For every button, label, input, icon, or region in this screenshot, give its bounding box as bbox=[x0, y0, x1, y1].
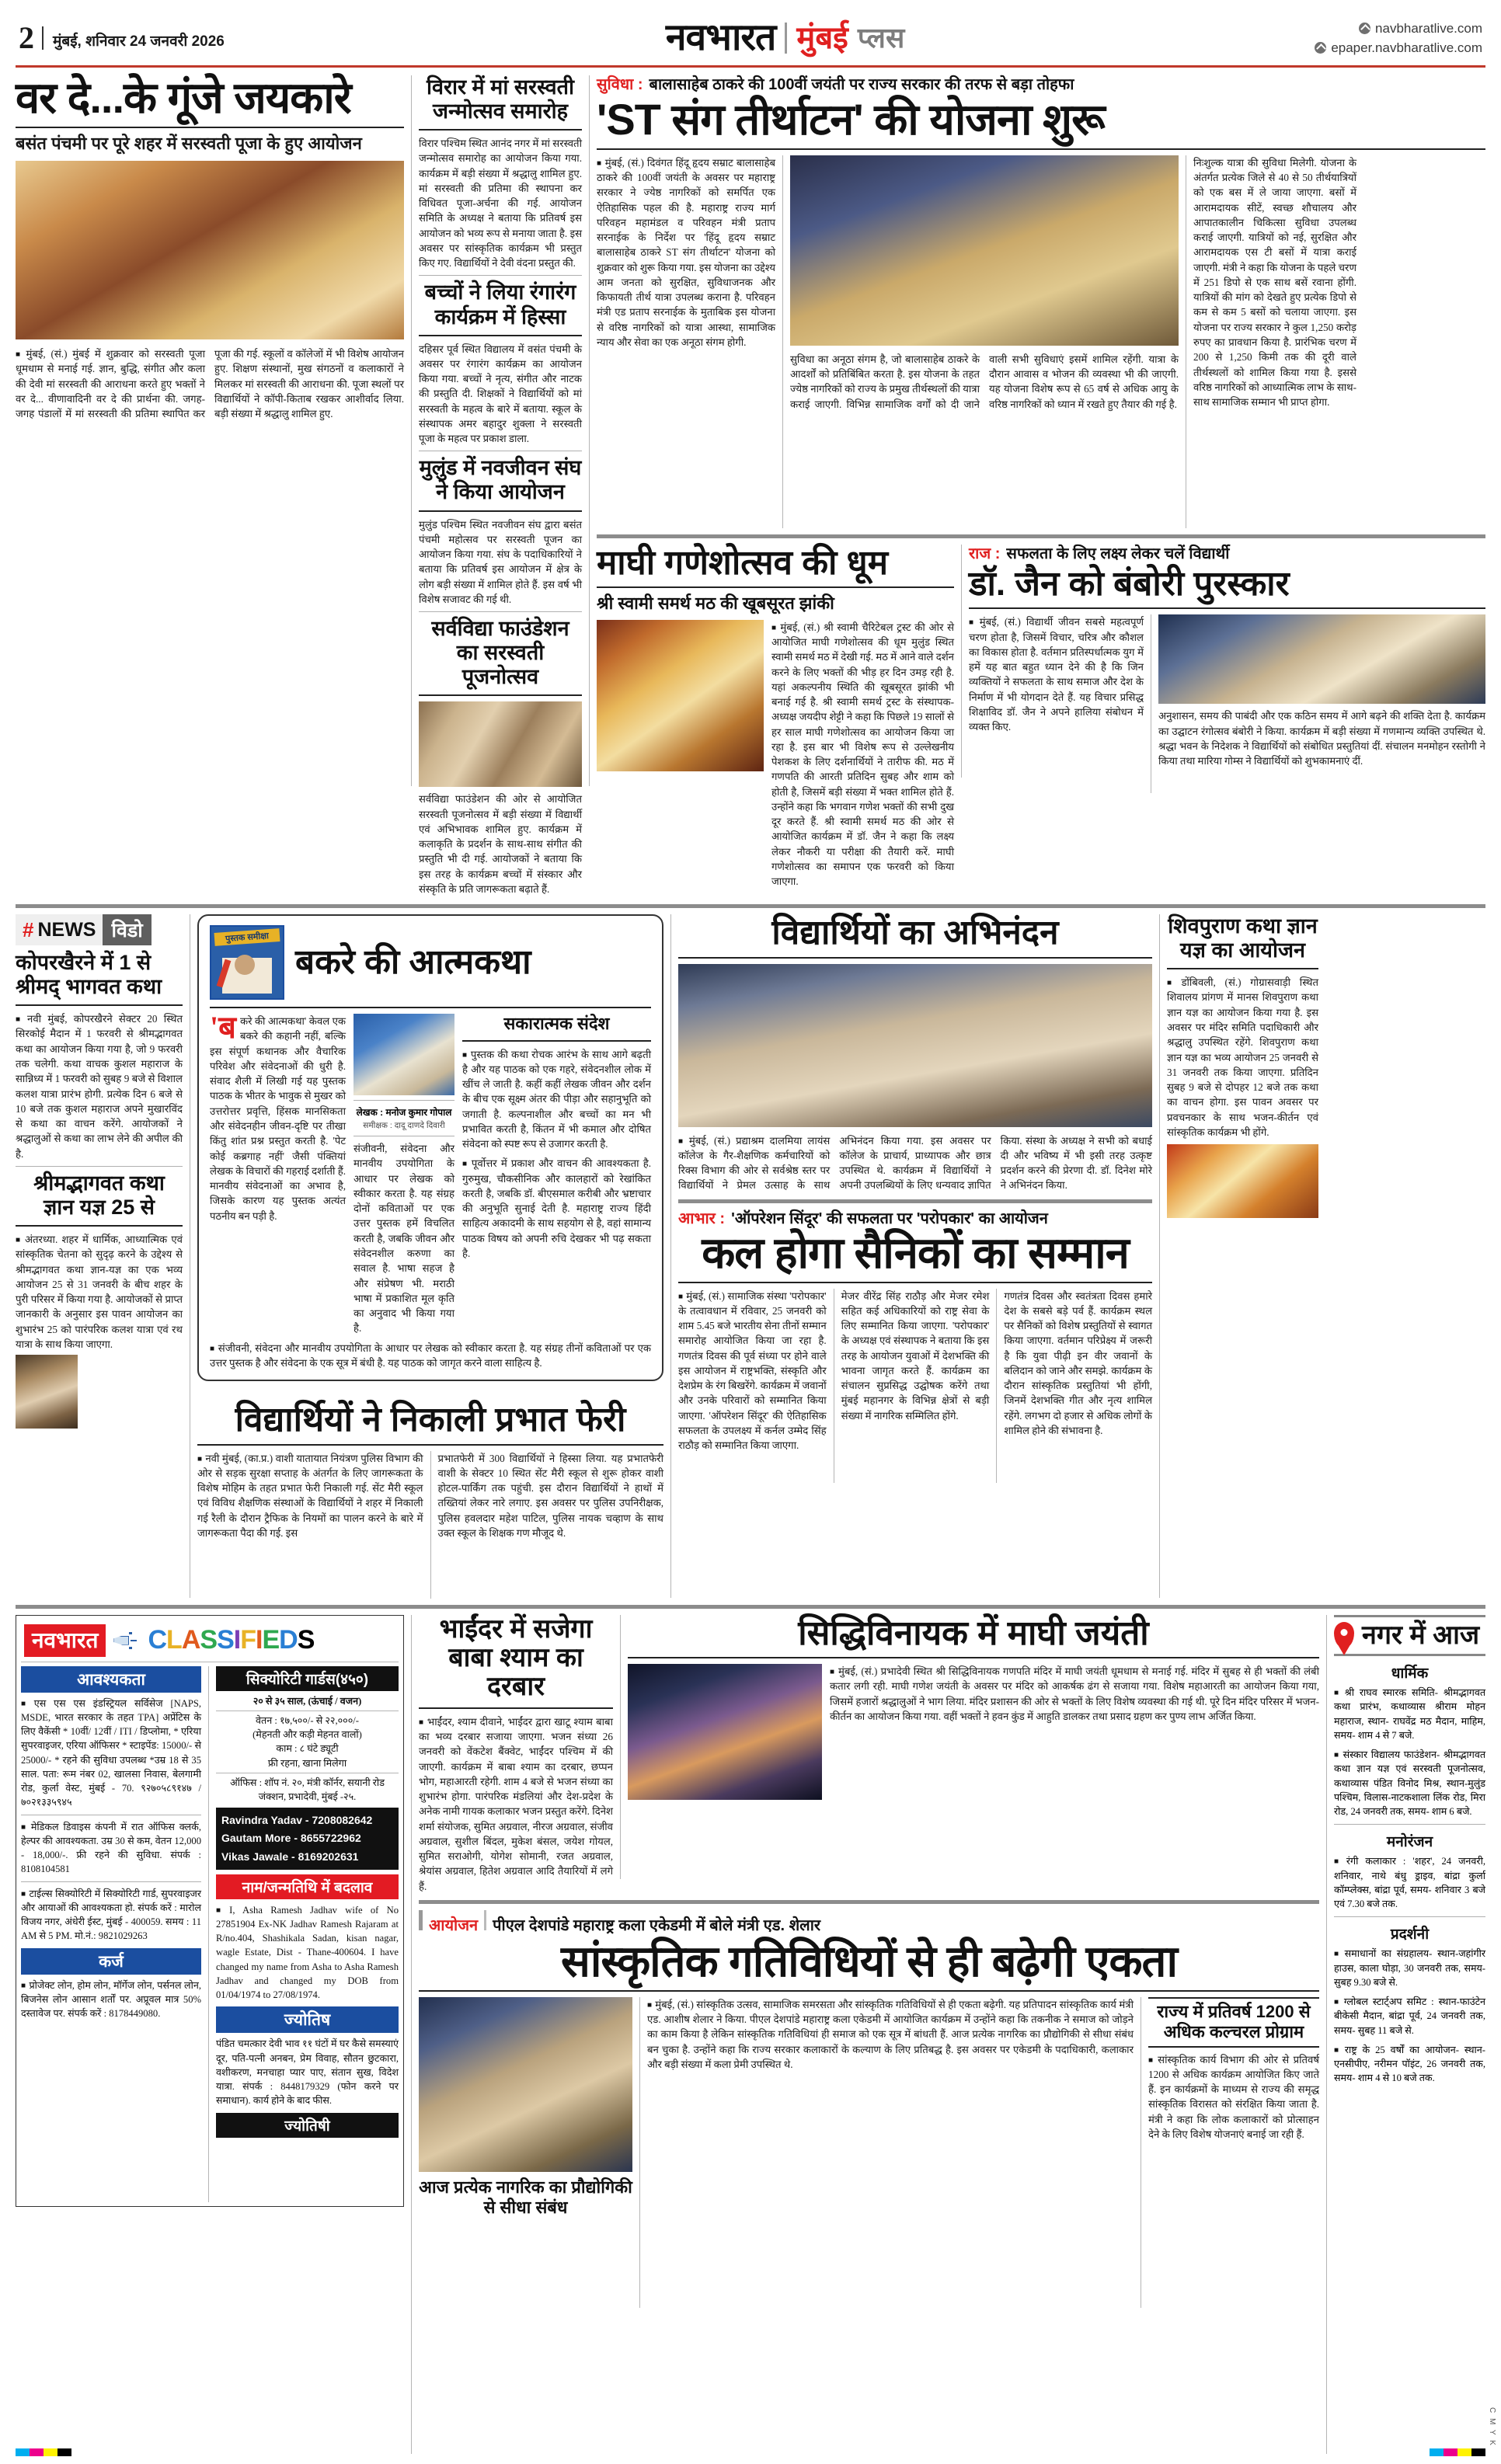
culture-box-headline: राज्य में प्रतिवर्ष 1200 से अधिक कल्चरल प्रोग्राम bbox=[1148, 1997, 1319, 2048]
award-story bbox=[969, 545, 1485, 889]
lead-center-col2 bbox=[790, 155, 1179, 528]
book-review-bullet-1: ■ पूर्वोत्तर में प्रकाश और वाचन की आवश्यकता है. गुरुमुख, चौकसीनिक और कालहारों को रेखांकित करती है, जबकि डॉ. बीएसमाल करीबी और भ्रष्टाचार की अनुभूति सुनाई देती है. महाराष्ट्र राज्य हिंदी साहित्य अकादमी के साथ सहयोग से है, वहां सामान्य पाठक विषय को अपनी रुचि देखकर भी पढ़ सकता है. bbox=[462, 1156, 651, 1261]
prabhat-pheri-body1: ■ नवी मुंबई, (का.प्र.) वाशी यातायात नियंत्रण पुलिस विभाग की ओर से सड़क सुरक्षा सप्ताह के अंतर्गत के लिए जागरूकता के विशेष मोहिम के तहत प्रभात फेरी निकाली गई. सेंट मैरी स्कूल एवं विविध शैक्षणिक संस्थाओं के विद्यार्थियों ने शहर में निकाली गई रैली के दौरान ट्रैफिक के नियमों का पालन करने के बारे में जागरूकता पैदा की गई. इस bbox=[197, 1451, 423, 1599]
nagar-item-1-0: ■ रंगी कलाकार : 'शहर', 24 जनवरी, शनिवार, नाथे बंधु ड्राइव, बांद्रा कुर्ला कॉम्प्लेक्स, बांद्रा पूर्व, समय- शनिवार 3 बजे एवं 7.30 बजे तक. bbox=[1334, 1854, 1485, 1911]
brand-name: नवभारत bbox=[665, 17, 776, 58]
col2-story-1-headline: बच्चों ने लिया रंगारंग कार्यक्रम में हिस्सा bbox=[424, 280, 576, 329]
bhayandar-siddhi-row bbox=[419, 1615, 1319, 1894]
nagar-me-aaj bbox=[1334, 1615, 1485, 2454]
culture-photo-col bbox=[419, 1997, 632, 2308]
kicker-sep-icon bbox=[484, 1910, 486, 1930]
book-review-head bbox=[210, 925, 651, 1000]
book-review-dropcap: 'ब bbox=[210, 1010, 236, 1046]
classifieds-col2-section4-title: ज्योतिषी bbox=[216, 2113, 399, 2138]
classifieds-phone-0: Ravindra Yadav - 7208082642 bbox=[221, 1814, 373, 1827]
book-review-bullet-2: ■ संजीवनी, संवेदना और मानवीय उपयोगिता के आधार पर लेखक को स्वीकार करता है. यह संग्रह तीनों कविताओं पर एक उत्तर पुस्तक है और संवेदना के एक सूत्र में बंधी है. यह पाठक को जागृत करने वाला साहित्य है. bbox=[210, 1341, 651, 1371]
news-label: NEWS bbox=[37, 918, 96, 941]
ganesh-story bbox=[597, 545, 954, 889]
lead-center-columns bbox=[597, 155, 1485, 528]
classifieds-col1-item-2: ■ टाईल्स सिक्योरिटी में सिक्योरिटी गार्ड, सुपरवाइजर और आयाओं की आवश्यकता हो. संपर्क करें : मारोल विजय नगर, अंधेरी ईस्ट, मुंबई - 400059. समय : 11 AM से 5 PM. मो.नं.: 9821029263 bbox=[21, 1887, 201, 1944]
classifieds-col1-item-0: ■ एस एस एस इंडस्ट्रियल सर्विसेज [NAPS, MSDE, भारत सरकार के तहत TPA] अप्रेंटिस के लिए वैकेंसी * 10वीं/ 12वीं / ITI / डिप्लोमा, * एरिया सुपरवाइजर, एरिया ऑफिसर * स्टाइपेंड: 15000/- से 25000/- * रहने की सुविधा उपलब्ध *उम्र 18 से 35 साल. पता: रूम नंबर 02, खालसा निवास, बेलगामी रोड, कुर्ला वेस्ट, मुंबई - 70. ९२७०५८९१४७ / ७०२१३३५९४५ bbox=[21, 1697, 201, 1810]
ganesh-photo bbox=[597, 620, 764, 771]
brand-logo[interactable] bbox=[666, 19, 904, 57]
col2-story-1-body: दहिसर पूर्व स्थित विद्यालय में वसंत पंचमी के अवसर पर रंगारंग कार्यक्रम का आयोजन किया गया. बच्चों ने नृत्य, संगीत और नाटक की प्रस्तुति दी. शिक्षकों ने विद्यार्थियों को मां सरस्वती के महत्व के बारे में बताया. स्कूल के संस्थापक अमर बहादुर शुक्ला ने सरस्वती पूजा के महत्व पर प्रकाश डाला. bbox=[419, 343, 582, 445]
book-review-col1 bbox=[210, 1010, 346, 1335]
book-review-subhead: सकारात्मक संदेश bbox=[503, 1014, 610, 1034]
lead-left-body: ■ मुंबई, (सं.) मुंबई में शुक्रवार को सरस्वती पूजा धूमधाम से मनाई गई. ज्ञान, बुद्धि, संगीत और कला की देवी मां सरस्वती की आराधना करते हुए भक्तों ने वर दे... वीणावादिनी वर दे की प्रार्थना की. जगह-जगह पंडालों में मां सरस्वती की प्रतिमा स्थापित कर पूजा की गई. स्कूलों व कॉलेजों में भी विशेष आयोजन हुए. शिक्षण संस्थानों, मुख संगठनों व कलाकारों ने मिलकर मां सरस्वती की आराधना की. पूजा स्थलों पर विद्यार्थियों ने कॉपी-किताब रखकर आशीर्वाद लिया. बड़ी संख्या में श्रद्धालु शामिल हुए. bbox=[16, 346, 404, 421]
dateline: मुंबई, शनिवार 24 जनवरी 2026 bbox=[53, 33, 225, 50]
award-col2 bbox=[1158, 614, 1485, 793]
students-honour-headline: विद्यार्थियों का अभिनंदन bbox=[771, 914, 1059, 952]
hash-icon: # bbox=[23, 918, 34, 942]
brand-edition-city: मुंबई bbox=[796, 21, 848, 55]
nagar-section-2-heading: प्रदर्शनी bbox=[1390, 1926, 1430, 1944]
classifieds-header bbox=[21, 1620, 399, 1662]
culture-headline: सांस्कृतिक गतिविधियों से ही बढ़ेगी एकता bbox=[561, 1936, 1177, 1985]
nagar-item-0-1: ■ संस्कार विद्यालय फाउंडेशन- श्रीमद्भागवत कथा ज्ञान यज्ञ एवं सरस्वती पूजनोत्सव, कथाव्यास पंडित विनोद मिश्र, स्थान-मुलुंड पश्चिम, विलास-नाटकशाला लिंक रोड, मिरा रोड, 24 जनवरी तक, समय- शाम 6 बजे. bbox=[1334, 1748, 1485, 1818]
lead-left-subhead: बसंत पंचमी पर पूरे शहर में सरस्वती पूजा के हुए आयोजन bbox=[16, 133, 362, 153]
culture-kicker-tag: आयोजन bbox=[429, 1916, 479, 1934]
lead-center-body2: सुविधा का अनूठा संगम है, जो बालासाहेब ठाकरे के आदर्शों को प्रतिबिंबित करता है. इस योजना के तहत ज्येष्ठ नागरिकों को राज्य के प्रमुख तीर्थस्थलों की यात्रा कराई जाएगी. विभिन्न सामाजिक वर्गों को दी जाने वाली सभी सुविधाएं इसमें शामिल रहेंगी. यात्रा के दौरान आवास व भोजन की व्यवस्था भी की जाएगी. यह योजना विशेष रूप से 65 वर्ष से अधिक आयु के वरिष्ठ नागरिकों को ध्यान में रखते हुए तैयार की गई है. bbox=[790, 353, 1179, 410]
location-pin-icon bbox=[1334, 1622, 1354, 1648]
book-reviewer: समीक्षक : दादू दाणदे दिवारी bbox=[363, 1121, 445, 1131]
classifieds-phone-list bbox=[216, 1808, 399, 1869]
masthead-rule bbox=[16, 65, 1485, 68]
prabhat-pheri-body bbox=[197, 1451, 663, 1599]
siddhivinayak-photo bbox=[628, 1664, 822, 1800]
lead-center-photo bbox=[790, 155, 1179, 346]
award-headline: डॉ. जैन को बंबोरी पुरस्कार bbox=[969, 564, 1290, 603]
nagar-item-2-0: ■ समाधानों का संग्रहालय- स्थान-जहांगीर हाउस, काला घोड़ा, 30 जनवरी तक, समय- सुबह 9.30 बजे से. bbox=[1334, 1947, 1485, 1989]
news-video-sub-content bbox=[16, 1232, 183, 1352]
website-epaper-row[interactable] bbox=[1315, 38, 1482, 58]
ganesh-subhead: श्री स्वामी समर्थ मठ की खूबसूरत झांकी bbox=[597, 593, 834, 614]
soldiers-body2: मेजर वीरेंद्र सिंह राठौड़ और मेजर रमेश सहित कई अधिकारियों को राष्ट्र सेवा के लिए सम्मानित किया जाएगा. 'परोपकार' के अध्यक्ष एवं संस्थापक ने बताया कि इस तरह के आयोजन युवाओं में देशभक्ति की भावना जागृत करते हैं. कार्यक्रम का संचालन सुप्रसिद्ध उद्घोषक करेंगे तथा मुंबई महानगर के विभिन्न क्षेत्रों से बड़ी संख्या में नागरिक सम्मिलित होंगे. bbox=[841, 1289, 990, 1422]
megaphone-icon bbox=[113, 1630, 140, 1651]
classifieds-col2 bbox=[216, 1666, 399, 2202]
color-registration-bar-left bbox=[16, 2448, 71, 2456]
classifieds-col1-item-1: ■ मेडिकल डिवाइस कंपनी में रात ऑफिस क्लर्क, हेल्पर की आवश्यकता. उम्र 30 से कम, वेतन 12,000 - 18,000/-. फ्री रहने की सुविधा. संपर्क : 8108104581 bbox=[21, 1820, 201, 1877]
award-body1: ■ मुंबई, (सं.) विद्यार्थी जीवन सबसे महत्वपूर्ण चरण होता है, जिसमें विचार, चरित्र और कौशल का विकास होता है. वर्तमान प्रतिस्पर्धात्मक युग में हमें यह बात बहुत ध्यान देने की है कि जिन व्यक्तियों ने सफलता के साथ समाज और देश के निर्माण में भी योगदान देते हैं. यह विचार प्रसिद्ध शिक्षाविद डॉ. जैन ने अपने हालिया संबोधन में व्यक्त किए. bbox=[969, 614, 1144, 734]
lead-center-headline: 'ST संग तीर्थाटन' की योजना शुरू bbox=[597, 95, 1105, 144]
masthead-left bbox=[19, 20, 225, 55]
classifieds-col2-section2-title: नाम/जन्मतिथि में बदलाव bbox=[216, 1874, 399, 1899]
soldiers-kicker-tag: आभार : bbox=[678, 1209, 726, 1227]
bhayandar-story bbox=[419, 1615, 613, 1894]
col2-story-3-photo bbox=[419, 701, 582, 787]
classifieds-col2-section2-body: ■ I, Asha Ramesh Jadhav wife of No 27851904 Ex-NK Jadhav Ramesh Rajaram at R/no.404, Shashikala Sadan, kisan nagar, wagle Estate, Dist - Thane-400604. I have changed my name from Asha to Asha Ramesh Jadhav and changed my DOB from 01/04/1974 to 27/08/1974. bbox=[216, 1903, 399, 2003]
ganesh-content bbox=[597, 620, 954, 889]
news-badge bbox=[16, 914, 103, 945]
students-honour-photo bbox=[678, 964, 1152, 1127]
culture-body: ■ मुंबई, (सं.) सांस्कृतिक उत्सव, सामाजिक समरसता और सांस्कृतिक गतिविधियों से ही एकता बढ़ेगी. यह प्रतिपादन सांस्कृतिक कार्य मंत्री एड. आशीष शेलार ने किया. पीएल देशपांडे महाराष्ट्र कला एकेडमी में आयोजित कार्यक्रम में उन्होंने कहा कि तकनीक ने समाज को जोड़ने का काम किया है लेकिन सांस्कृतिक गतिविधियां ही समाज को एक सूत्र में बांधती हैं. आज प्रत्येक नागरिक का प्रौद्योगिकी से सीधा संबंध बन चुका है. उन्होंने कहा कि राज्य सरकार कलाकारों के कल्याण के लिए प्रतिबद्ध है. इस अवसर पर एकेडमी के पदाधिकारी, कलाकार और बड़ी संख्या में कला प्रेमी उपस्थित थे. bbox=[647, 1997, 1134, 2308]
bottom-block bbox=[16, 1615, 1485, 2454]
shivpuran-photo bbox=[1167, 1144, 1318, 1218]
ganesh-headline: माघी गणेशोत्सव की धूम bbox=[597, 543, 889, 582]
brand-separator bbox=[785, 23, 787, 54]
classifieds-col2-line-0: वेतन : १७,५००/- से २२,०००/- bbox=[256, 1714, 359, 1726]
siddhivinayak-headline: सिद्धिविनायक में माघी जयंती bbox=[798, 1613, 1149, 1652]
award-photo bbox=[1158, 614, 1485, 704]
classifieds-col1-section2-title: कर्ज bbox=[21, 1948, 201, 1975]
col2-story-3-headline: सर्वविद्या फाउंडेशन का सरस्वती पूजनोत्सव bbox=[431, 617, 569, 689]
classifieds-col1 bbox=[21, 1666, 201, 2202]
book-review bbox=[197, 914, 663, 1599]
book-review-cover-col bbox=[353, 1014, 454, 1335]
soldiers-kicker-text: 'ऑपरेशन सिंदूर' की सफलता पर 'परोपकार' का आयोजन bbox=[731, 1209, 1048, 1227]
classifieds-col2-title: सिक्योरिटी गार्डस(४५०) bbox=[216, 1666, 399, 1691]
shivpuran-story bbox=[1167, 914, 1318, 1599]
news-video-subheadline: श्रीमद्भागवत कथा ज्ञान यज्ञ 25 से bbox=[33, 1171, 165, 1219]
news-video-column bbox=[16, 914, 183, 1599]
students-soldiers-column bbox=[678, 914, 1152, 1599]
soldiers-kicker bbox=[678, 1209, 1152, 1228]
culture-box-body: ■ सांस्कृतिक कार्य विभाग की ओर से प्रतिवर्ष 1200 से अधिक कार्यक्रम आयोजित किए जाते हैं. इन कार्यक्रमों के माध्यम से राज्य की समृद्ध सांस्कृतिक विरासत को संरक्षित किया जाता है. मंत्री ने कहा कि लोक कलाकारों को प्रोत्साहन देने के लिए विशेष योजनाएं बनाई जा रही हैं. bbox=[1148, 2052, 1319, 2142]
students-honour-body: ■ मुंबई, (सं.) प्रद्याश्रम दालमिया लायंस कॉलेज के गैर-शैक्षणिक कर्मचारियों को रिक्स विभाग की ओर से सर्वश्रेष्ठ स्तर पर विद्यार्थियों ने प्रेमल उत्साह के साथ अभिनंदन किया गया. इस अवसर पर कॉलेज के प्राचार्य, प्राध्यापक और छात्र उपस्थित थे. कार्यक्रम में विद्यार्थियों ने अपनी उपलब्धियों के लिए धन्यवाद ज्ञापित किया. संस्था के अध्यक्ष ने सभी को बधाई दी और भविष्य में भी इसी तरह उत्कृष्ट प्रदर्शन करने की प्रेरणा दी. डॉ. दिनेश मोरे ने अभिनंदन किया. bbox=[678, 1133, 1152, 1193]
video-label: विडो bbox=[103, 914, 151, 945]
classifieds-col2-line-1: (मेहनती और कड़ी मेहनत वालों) bbox=[252, 1729, 362, 1741]
classifieds-col2-section3-body: पंडित चमत्कार देवी भाव ११ घंटों में घर कैसे समस्याएं दूर, पति-पत्नी अनबन, प्रेम विवाह, सौतन छुटकारा, वशीकरण, मनचाहा प्यार पाए, संतान सुख, विदेश यात्रा. संपर्क : 8448179329 (फोन करने पर समाधान). कार्य होने के बाद फीस. bbox=[216, 2038, 399, 2107]
lead-left-headline: वर दे...के गूंजे जयकारे bbox=[16, 73, 351, 122]
col2-stories bbox=[419, 75, 582, 896]
lead-center-col3 bbox=[1193, 155, 1356, 528]
website-main: navbharatlive.com bbox=[1375, 20, 1482, 36]
lead-center-kicker bbox=[597, 75, 1485, 94]
news-video-subbody: ■ अंतरध्या. शहर में धार्मिक, आध्यात्मिक एवं सांस्कृतिक चेतना को सुदृढ़ करने के उद्देश्य से श्रीमद्भागवत कथा ज्ञान-यज्ञ का एक भव्य आयोजन 25 से 31 जनवरी के बीच शहर के पुरी परिसर में किया गया है. आयोजकों से प्राप्त जानकारी के अनुसार इस पावन आयोजन का शुभारंभ 25 को पारंपरिक कलश यात्रा एवं रथ यात्रा के साथ किया जाएगा. bbox=[16, 1232, 183, 1352]
news-video-headline: कोपरखैरने में 1 से श्रीमद् भागवत कथा bbox=[16, 951, 162, 999]
col2-story-2-body: मुलुंड पश्चिम स्थित नवजीवन संघ द्वारा बसंत पंचमी महोत्सव पर सरस्वती पूजन का आयोजन किया गया. संघ के पदाधिकारियों ने बताया कि प्रतिवर्ष इस आयोजन में क्षेत्र के लोग बड़ी संख्या में शामिल होते हैं. इस वर्ष भी विशेष सजावट की गई थी. bbox=[419, 518, 582, 605]
top-block bbox=[16, 75, 1485, 896]
prabhat-pheri-body2: प्रभातफेरी में 300 विद्यार्थियों ने हिस्सा लिया. यह प्रभातफेरी वाशी के सेक्टर 10 स्थित सेंट मैरी स्कूल से शुरू होकर वाशी होटल-पार्किंग तक पहुंची. इस दौरान विद्यार्थियों ने हाथों में तख्तियां लेकर नारे लगाए. इस अवसर पर पुलिस उपनिरीक्षक, पुलिस हवलदार महेश पाटिल, पुलिस नायक चव्हाण के साथ उक्त स्कूल के शिक्षक गण मौजूद थे. bbox=[437, 1452, 663, 1539]
classifieds-word: CLASSIFIEDS bbox=[148, 1625, 315, 1655]
soldiers-body bbox=[678, 1289, 1152, 1483]
globe-icon bbox=[1315, 42, 1326, 54]
classifieds-col2-line-2: काम : ८ घंटे ड्यूटी bbox=[276, 1743, 339, 1755]
shivpuran-lead: ■ डोंबिवली, (सं.) गोग्रासवाड़ी स्थित शिवालय प्रांगण में मानस शिवपुराण कथा ज्ञान यज्ञ का आयोजन किया गया है. इस अवसर पर मंदिर समिति पदाधिकारी और श्रद्धालु उपस्थित रहेंगे. शिवपुराण कथा ज्ञान यज्ञ का भव्य आयोजन 25 जनवरी से 31 जनवरी तक किया जाएगा. प्रतिदिन सुबह 9 बजे से दोपहर 12 बजे तक कथा का वाचन होगा. इस पावन अवसर पर प्रवचनकार के साथ भजन-कीर्तन एवं सांस्कृतिक कार्यक्रम भी होंगे. bbox=[1167, 975, 1318, 1140]
classifieds bbox=[16, 1615, 404, 2454]
book-review-body1-text: करे की आत्मकथा' केवल एक बकरे की कहानी नहीं, बल्कि इस संपूर्ण कथानक और वैचारिक परिवेश और संवेदनाओं की धुरी है. संवाद शैली में लिखी गई यह पुस्तक पाठक के भीतर के भावुक से मुखर को उत्तरोत्तर प्रवृत्ति, हिंसक मानसिकता और संवेदनहीन जीवन-दृष्टि पर तीखा किंतु शांत प्रश्न प्रस्तुत करती है. 'पेट कोई कब्रगाह नहीं' जैसी पंक्तियां लेखक के विचारों की गहराई दर्शाती हैं. मानवीय संवेदनाओं का अभाव है, जिसके कारण यह पुस्तक अत्यंत पठनीय बन पड़ी है. bbox=[210, 1015, 346, 1222]
page-number: 2 bbox=[19, 20, 34, 55]
lead-center-body1: ■ मुंबई, (सं.) दिवंगत हिंदू हृदय सम्राट बालासाहेब ठाकरे की 100वीं जयंती के अवसर पर महाराष्ट्र सरकार ने ज्येष्ठ नागरिकों को समर्पित एक ऐतिहासिक पहल की है. महाराष्ट्र राज्य मार्ग परिवहन महामंडल व परिवहन मंत्री प्रताप सरनाईक के निर्देश पर 'हिंदू हृदय सम्राट बालासाहेब ठाकरे ST संग तीर्थाटन' योजना को शुक्रवार को शुरू किया गया. इस योजना का उद्देश्य आम जनता को सुरक्षित, सुविधाजनक और किफायती तीर्थ यात्रा उपलब्ध कराना है. परिवहन मंत्री एड प्रताप सरनाईक के मुताबिक इस योजना से वरिष्ठ नागरिकों को यात्रा आस्था, सामाजिक न्याय और सेवा का एक अनूठा संगम होगी. bbox=[597, 155, 775, 350]
classifieds-phone-2: Vikas Jawale - 8169202631 bbox=[221, 1850, 359, 1863]
brand-edition-plus: प्लस bbox=[857, 22, 905, 54]
culture-caption: आज प्रत्येक नागरिक का प्रौद्योगिकी से सीधा संबंध bbox=[419, 2177, 632, 2218]
col2-story-0-headline: विरार में मां सरस्वती जन्मोत्सव समारोह bbox=[426, 75, 575, 124]
classifieds-col1-section2-body: ■ प्रोजेक्ट लोन, होम लोन, मॉर्गेज लोन, पर्सनल लोन, बिजनेस लोन आसान शर्तों पर. अप्रूवल मात्र 50% दस्तावेज पर. संपर्क करें : 8178449080. bbox=[21, 1979, 201, 2021]
col2-story-2-headline: मुलुंड में नवजीवन संघ ने किया आयोजन bbox=[419, 456, 582, 504]
siddhivinayak-story bbox=[628, 1615, 1319, 1894]
book-review-badge-text: पुस्तक समीक्षा bbox=[214, 928, 280, 946]
classifieds-brand: नवभारत bbox=[24, 1624, 106, 1657]
website-epaper: epaper.navbharatlive.com bbox=[1331, 40, 1482, 55]
award-kicker-tag: राज : bbox=[969, 545, 1001, 562]
siddhivinayak-body: ■ मुंबई, (सं.) प्रभादेवी स्थित श्री सिद्धिविनायक गणपति मंदिर में माघी जयंती धूमधाम से मनाई गई. मंदिर में सुबह से ही भक्तों की लंबी कतार लगी रही. माघी गणेश जयंती के अवसर पर मंदिर को आकर्षक ढंग से सजाया गया. विशेष महाआरती का आयोजन किया गया, जिसमें हजारों श्रद्धालुओं ने भाग लिया. मंदिर प्रशासन की ओर से भक्तों के लिए विशेष व्यवस्था की गई थी. पूरे दिन मंदिर परिसर में भजन-कीर्तन का आयोजन किया गया. वहीं भक्तों ने हवन कुंड में आहुति डालकर तथा प्रसाद ग्रहण कर पुण्य लाभ अर्जित किया. bbox=[830, 1664, 1319, 1800]
middle-block bbox=[16, 914, 1485, 1599]
classifieds-col2-line-4: ऑफिस : शॉप नं. २०, मंत्री कॉर्नर, सयानी रोड जंक्शन, प्रभादेवी, मुंबई -२५. bbox=[230, 1777, 385, 1803]
nagar-title: नगर में आज bbox=[1362, 1620, 1480, 1650]
book-cover-photo bbox=[353, 1014, 454, 1095]
lead-center-col1 bbox=[597, 155, 775, 528]
cmyk-label: C M Y K bbox=[1488, 2407, 1496, 2447]
culture-kicker bbox=[419, 1910, 1319, 1935]
book-review-body2: संजीवनी, संवेदना और मानवीय उपयोगिता के आधार पर लेखक को स्वीकार करता है. यह संग्रह दोनों कविताओं पर एक उत्तर पुस्तक हमें विचलित करती है, जबकि जीवन और संवेदनशील करुणा का सवाल है. भाषा सहज है और संप्रेषण भी. मराठी भाषा में प्रकाशित मूल कृति का अनुवाद भी किया गया है. bbox=[353, 1143, 454, 1335]
news-video-portrait bbox=[16, 1355, 78, 1429]
culture-box bbox=[1148, 1997, 1319, 2308]
kicker-bar-icon bbox=[419, 1910, 423, 1930]
globe-icon bbox=[1359, 23, 1370, 34]
lead-center-kicker-text: बालासाहेब ठाकरे की 100वीं जयंती पर राज्य सरकार की तरफ से बड़ा तोहफा bbox=[649, 76, 1074, 93]
shivpuran-headline: शिवपुराण कथा ज्ञान यज्ञ का आयोजन bbox=[1168, 914, 1318, 962]
nagar-item-2-1: ■ ग्लोबल स्टार्ट्अप समिट : स्थान-फाउंटेन बीकेसी मैदान, बांद्रा पूर्व, 24 जनवरी तक, समय- सुबह 11 बजे से. bbox=[1334, 1995, 1485, 2038]
masthead bbox=[16, 14, 1485, 62]
book-review-col3 bbox=[462, 1014, 651, 1335]
classifieds-col2-sub: २० से ३५ साल, (ऊंचाई / वजन) bbox=[252, 1695, 362, 1707]
award-content bbox=[969, 614, 1485, 793]
nagar-header bbox=[1334, 1615, 1485, 1656]
classifieds-columns bbox=[21, 1666, 399, 2202]
col2-story-3-body: सर्वविद्या फाउंडेशन की ओर से आयोजित सरस्वती पूजनोत्सव में बड़ी संख्या में विद्यार्थी एवं अभिभावक शामिल हुए. कार्यक्रम में कलाकृति के प्रदर्शन के साथ-साथ संगीत की प्रस्तुति भी दी गई. आयोजकों ने बताया कि इस तरह के कार्यक्रम बच्चों में संस्कार और संस्कृति के प्रति जागरूकता बढ़ाते हैं. bbox=[419, 793, 582, 895]
lead-center-block bbox=[597, 75, 1485, 896]
lead-left-story bbox=[16, 75, 404, 896]
book-review-body1 bbox=[210, 1010, 346, 1223]
culture-story bbox=[419, 1910, 1319, 2308]
classifieds-box bbox=[16, 1615, 404, 2207]
book-review-footer-row bbox=[210, 1341, 651, 1371]
soldiers-body3: गणतंत्र दिवस और स्वतंत्रता दिवस हमारे देश के सबसे बड़े पर्व हैं. कार्यक्रम स्थल पर सैनिकों को विशेष प्रस्तुतियों से स्वागत किया जाएगा. वर्तमान परिप्रेक्ष्य में जरूरी है कि युवा पीढ़ी इन वीर जवानों के बलिदान को जाने और समझे. कार्यक्रम के दौरान सांस्कृतिक प्रस्तुतियां भी होंगी, जिनमें देशभक्ति गीत और नृत्य शामिल रहेंगे. लगभग दो हजार से अधिक लोगों के शामिल होने की संभावना है. bbox=[1004, 1289, 1153, 1436]
award-body2: अनुशासन, समय की पाबंदी और एक कठिन समय में आगे बढ़ने की शक्ति देता है. कार्यक्रम का उद्घाटन रंगोत्सव बंबोरी ने किया. कार्यक्रम में बड़ी संख्या में गणमान्य व्यक्ति उपस्थित थे. श्रद्धा भवन के निदेशक ने विद्यार्थियों को संबोधित प्रस्तुतियां दीं. संचालन मनमोहन रस्तोगी ने किया तथा मारिया गोम्स ने विद्यार्थियों को शुभकामनाएं दीं. bbox=[1158, 710, 1485, 767]
bhayandar-headline: भाईंदर में सजेगा बाबा श्याम का दरबार bbox=[439, 1613, 593, 1702]
book-review-headline: बकरे की आत्मकथा bbox=[295, 943, 531, 982]
culture-photo bbox=[419, 1997, 632, 2172]
book-review-bullet-0: ■ पुस्तक की कथा रोचक आरंभ के साथ आगे बढ़ती है और यह पाठक को एक गहरे, संवेदनशील लोक में खींच ले जाती है. कहीं कहीं लेखक जीवन और दर्शन के बीच एक सूक्ष्म अंतर की पीड़ा और सहानुभूति को जगाती है. कल्पनाशील और बच्चों का मन भी प्रभावित करती है, किंतन में भी कमाल और दोषित संवेदना को स्पष्ट रूप से उजागर करती है. bbox=[462, 1047, 651, 1152]
book-review-body-row bbox=[210, 1010, 652, 1335]
nagar-item-2-2: ■ राष्ट्र के 25 वर्षों का आयोजन- स्थान-एनसीपीए, नरीमन पॉइंट, 26 जनवरी तक, समय- शाम 4 से 10 बजे तक. bbox=[1334, 2043, 1485, 2086]
col2-story-0-body: विरार पश्चिम स्थित आनंद नगर में मां सरस्वती जन्मोत्सव समारोह का आयोजन किया गया. कार्यक्रम में बड़ी संख्या में श्रद्धालु शामिल हुए. मां सरस्वती की प्रतिमा की स्थापना कर विधिवत पूजा-अर्चना की गई. आयोजन समिति के अध्यक्ष ने बताया कि प्रतिवर्ष इस आयोजन को भव्य रूप से मनाया जाता है. इस अवसर पर सांस्कृतिक कार्यक्रम भी प्रस्तुत किए गए. विद्यार्थियों ने देवी वंदना प्रस्तुत की. bbox=[419, 137, 582, 270]
award-col1 bbox=[969, 614, 1144, 793]
news-video-body: ■ नवी मुंबई, कोपरखैरने सेक्टर 20 स्थित सिरकोई मैदान में 1 फरवरी से श्रीमद्भागवत कथा का आयोजन किया गया है, जो 9 फरवरी तक चलेगी. कथा वाचक कुशल महाराज के सान्निध्य में 1 फरवरी को सुबह 9 बजे से विशाल कलश यात्रा प्रारंभ होगी. प्रत्येक दिन 6 बजे से 10 बजे तक कुशल महाराज अपने मुखारविंद से कथा का वाचन करेंगे. आयोजकों ने श्रद्धालुओं से कथा का लाभ लेने की अपील की है. bbox=[16, 1011, 183, 1161]
classifieds-col2-line-3: फ्री रहना, खाना मिलेगा bbox=[267, 1757, 347, 1769]
website-main-row[interactable] bbox=[1315, 19, 1482, 39]
culture-content bbox=[419, 1997, 1319, 2308]
book-author: लेखक : मनोज कुमार गोपाल bbox=[356, 1107, 452, 1119]
award-kicker-text: सफलता के लिए लक्ष्य लेकर चलें विद्यार्थी bbox=[1006, 545, 1230, 562]
second-row bbox=[597, 545, 1485, 889]
award-kicker bbox=[969, 545, 1485, 563]
lead-left-photo bbox=[16, 161, 404, 339]
prabhat-pheri-headline: विद्यार्थियों ने निकाली प्रभात फेरी bbox=[235, 1401, 626, 1439]
lead-center-body3: निःशुल्क यात्रा की सुविधा मिलेगी. योजना के अंतर्गत प्रत्येक जिले से 40 से 50 तीर्थयात्रियों को एक बस में ले जाया जाएगा. बसों में आरामदायक सीटें, स्वच्छ शौचालय और आपातकालीन चिकित्सा सुविधा उपलब्ध कराई जाएगी. यात्रियों को नई, सुरक्षित और आरामदायक एस टी बसों में यात्रा कराई जाएगी. मंत्री ने कहा कि योजना के पहले चरण में 251 डिपो से एक साथ बसें रवाना होंगी. यात्रियों की मांग को देखते हुए प्रत्येक डिपो से कम से कम 5 बसों को चलाया जाएगा. इस योजना पर राज्य सरकार ने कुल 1,250 करोड़ रुपए का प्रावधान किया है. प्रारंभिक चरण में 200 से 1,250 किमी तक की दूरी वाले तीर्थस्थलों को शामिल किया गया है. इससे वरिष्ठ नागरिकों को आध्यात्मिक लाभ के साथ-साथ सामाजिक सम्मान भी प्राप्त होगा. bbox=[1193, 156, 1356, 409]
ganesh-body: ■ मुंबई, (सं.) श्री स्वामी चैरिटेबल ट्रस्ट की ओर से आयोजित माघी गणेशोत्सव की धूम मुलुंड स्थित स्वामी समर्थ मठ में देखी गई. मठ में आने वाले दर्शन करने के लिए भक्तों की भीड़ हर दिन उमड़ रही है. यहां अकल्पनीय स्थिति की खूबसूरत झांकी भी बनाई गई है. श्री स्वामी समर्थ ट्रस्ट के संस्थापक-अध्यक्ष जयदीप शेट्टी ने कहा कि पिछले 19 सालों से हर साल माघी गणेशोत्सव का आयोजन किया जा रहा है. इस बार भी विशेष रूप से उल्लेखनीय पेशकश के लिए दर्शनार्थियों ने तारीफ की. मठ में गणपति की आरती प्रतिदिन सुबह और शाम को होती है, जिसमें बड़ी संख्या में भक्त शामिल होते हैं. उन्होंने कहा कि भगवान गणेश भक्तों की सभी दुख दूर करते हैं. श्री स्वामी समर्थ मठ की ओर से आयोजित कार्यक्रम में डॉ. जैन ने कहा कि लक्ष्य लेकर नौकरी या परीक्षा की तैयारी करें. माघी गणेशोत्सव का समापन एक फरवरी को किया जाएगा. bbox=[771, 620, 954, 889]
color-registration-bar-right bbox=[1430, 2448, 1485, 2456]
soldiers-headline: कल होगा सैनिकों का सम्मान bbox=[702, 1227, 1129, 1277]
book-review-badge-icon bbox=[210, 925, 284, 1000]
bottom-center bbox=[419, 1615, 1319, 2454]
classifieds-col1-title: आवश्यकता bbox=[21, 1666, 201, 1693]
prabhat-pheri-story bbox=[197, 1401, 663, 1599]
nagar-section-0-heading: धार्मिक bbox=[1391, 1665, 1429, 1683]
lead-center-kicker-tag: सुविधा : bbox=[597, 76, 643, 93]
shivpuran-top bbox=[1167, 975, 1318, 1140]
culture-kicker-text: पीएल देशपांडे महाराष्ट्र कला एकेडमी में बोले मंत्री एड. शेलार bbox=[493, 1916, 821, 1934]
nagar-item-0-0: ■ श्री राघव स्मारक समिति- श्रीमद्भागवत कथा प्रारंभ, कथाव्यास श्रीराम मोहन महाराज, स्थान- राघवेंद्र मठ मैदान, माहिम, समय- शाम 4 से 7 बजे. bbox=[1334, 1686, 1485, 1742]
classifieds-phone-1: Gautam More - 8655722962 bbox=[221, 1832, 361, 1845]
masthead-divider bbox=[42, 26, 44, 50]
siddhivinayak-content bbox=[628, 1664, 1319, 1800]
masthead-websites bbox=[1315, 19, 1482, 58]
soldiers-body1: ■ मुंबई, (सं.) सामाजिक संस्था 'परोपकार' के तत्वावधान में रविवार, 25 जनवरी को शाम 5.45 बजे भारतीय सेना तीनों सम्मान समारोह आयोजित किया जा रहा है. गणतंत्र दिवस की पूर्व संध्या पर होने वाले इस आयोजन में राष्ट्रभक्ति, संस्कृति और देशप्रेम के रंग बिखरेंगे. कार्यक्रम में जवानों और उनके परिवारों को सम्मानित किया जाएगा. 'ऑपरेशन सिंदूर' की ऐतिहासिक सफलता के उपलक्ष्य में कर्नल उम्मेद सिंह राठौड़ को सम्मानित किया जाएगा. bbox=[678, 1289, 827, 1483]
book-review-box bbox=[197, 914, 663, 1381]
nagar-section-1-heading: मनोरंजन bbox=[1386, 1834, 1433, 1851]
classifieds-col2-section3-title: ज्योतिष bbox=[216, 2006, 399, 2033]
bhayandar-body: ■ भाईंदर, श्याम दीवाने, भाईंदर द्वारा खाटू श्याम बाबा का भव्य दरबार सजाया जाएगा. भजन संध्या 26 जनवरी को वेंकटेश बैंक्वेट, भाईंदर पश्चिम में की जाएगी. कार्यक्रम में बाबा श्याम का दरबार, छप्पन भोग, महाआरती रहेगी. शाम 4 बजे से भजन संध्या का शुभारंभ होगा. पारंपरिक मंडलियां और देश-प्रदेश के अनेक नामी गायक कलाकार भजन प्रस्तुत करेंगे. दिनेश शर्मा संयोजक, सुमित अग्रवाल, नीरज अग्रवाल, संजीव अग्रवाल, सुशील बिंदल, मुकेश बंसल, जयेश गोयल, सुमित सराओगी, योगेश सोमानी, रजत अग्रवाल, श्रेयांस अग्रवाल, हितेश अग्रवाल आदि तैयारियों में लगे हैं. bbox=[419, 1714, 613, 1894]
news-video-badge[interactable] bbox=[16, 914, 183, 945]
